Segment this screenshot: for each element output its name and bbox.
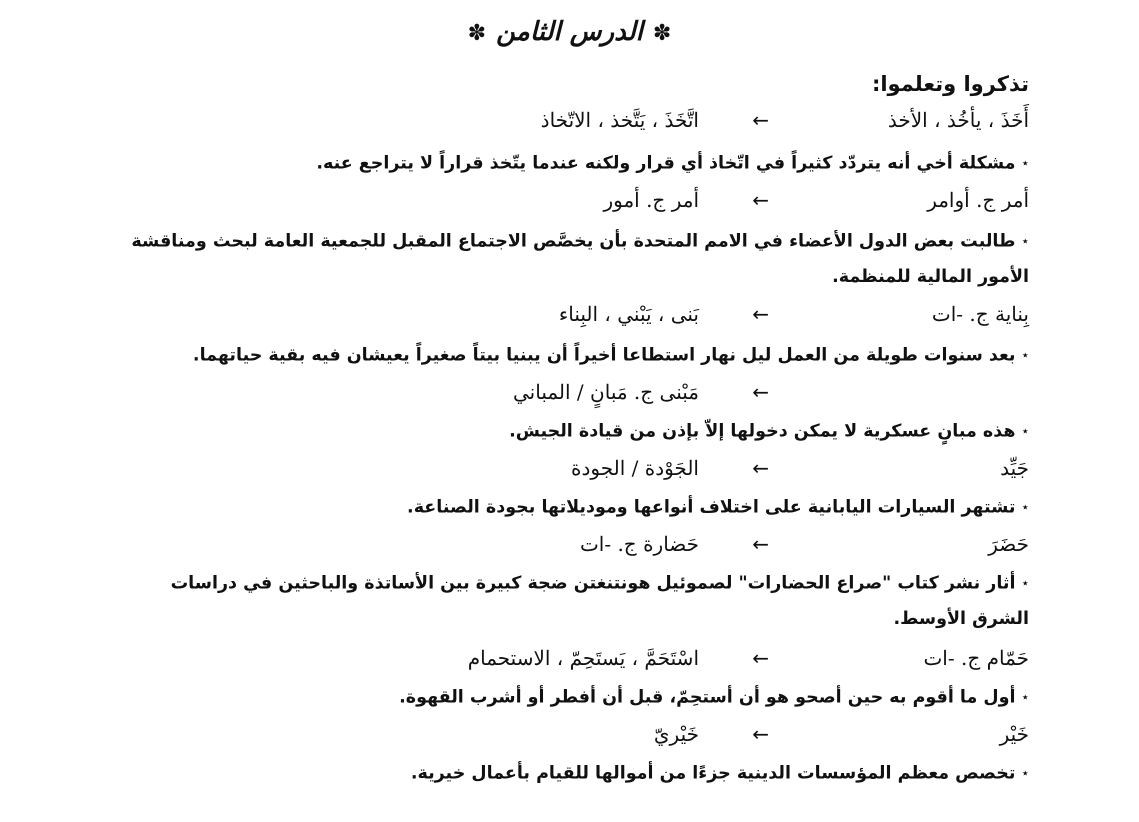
arrow-icon: ← bbox=[752, 722, 769, 746]
example-sentence bbox=[129, 338, 1029, 374]
arrow-icon: ← bbox=[752, 302, 769, 326]
vocab-derived: خَيْريّ bbox=[653, 722, 699, 746]
example-sentence bbox=[129, 490, 1029, 526]
arrow-icon: ← bbox=[752, 456, 769, 480]
star-bullet-icon: ⋆ bbox=[1021, 156, 1029, 170]
example-sentence bbox=[129, 146, 1029, 182]
star-bullet-icon: ⋆ bbox=[1021, 348, 1029, 362]
vocab-root: خَيْر bbox=[999, 722, 1029, 746]
vocab-root: حَضَرَ bbox=[988, 532, 1029, 556]
example-text: بعد سنوات طويلة من العمل ليل نهار استطاعا أخيراً أن يبنيا بيتاً صغيراً يعيشان فيه بقية حياتهما. bbox=[192, 345, 1016, 366]
example-text: طالبت بعض الدول الأعضاء في الامم المتحدة بأن يخصَّص الاجتماع المقبل للجمعية العامة لبحث ومناقشة الأمور المالية للمنظمة. bbox=[131, 231, 1029, 287]
vocab-derived: أمر ج. أمور bbox=[603, 188, 699, 212]
vocab-derived: بَنى ، يَبْني ، البِناء bbox=[558, 302, 699, 326]
ornament-right-icon: ✽ bbox=[652, 21, 672, 46]
example-text: تخصص معظم المؤسسات الدينية جزءًا من أموالها للقيام بأعمال خيرية. bbox=[410, 763, 1016, 784]
vocab-root: حَمّام ج. -ات bbox=[923, 646, 1029, 670]
arrow-icon: ← bbox=[752, 646, 769, 670]
star-bullet-icon: ⋆ bbox=[1021, 690, 1029, 704]
star-bullet-icon: ⋆ bbox=[1021, 766, 1029, 780]
vocab-root: جَيِّد bbox=[1000, 456, 1029, 480]
example-sentence bbox=[129, 566, 1029, 637]
vocab-derived: الجَوْدة / الجودة bbox=[570, 456, 699, 480]
vocab-root: أَخَذَ ، يأخُذ ، الأخذ bbox=[887, 108, 1029, 132]
star-bullet-icon: ⋆ bbox=[1021, 234, 1029, 248]
ornament-left-icon: ✽ bbox=[467, 21, 487, 46]
example-text: هذه مبانٍ عسكرية لا يمكن دخولها إلاّ بإذن من قيادة الجيش. bbox=[509, 421, 1016, 442]
star-bullet-icon: ⋆ bbox=[1021, 576, 1029, 590]
star-bullet-icon: ⋆ bbox=[1021, 500, 1029, 514]
star-bullet-icon: ⋆ bbox=[1021, 424, 1029, 438]
section-heading: تذكروا وتعلموا: bbox=[871, 72, 1029, 96]
vocab-derived: مَبْنى ج. مَبانٍ / المباني bbox=[513, 380, 699, 404]
vocab-root: بِناية ج. -ات bbox=[931, 302, 1029, 326]
example-text: مشكلة أخي أنه يتردّد كثيراً في اتّخاذ أي قرار ولكنه عندما يتّخذ قراراً لا يتراجع عنه. bbox=[316, 153, 1016, 174]
arrow-icon: ← bbox=[752, 380, 769, 404]
vocab-root: أمر ج. أوامر bbox=[927, 188, 1029, 212]
vocab-derived: حَضارة ج. -ات bbox=[579, 532, 699, 556]
example-sentence bbox=[129, 414, 1029, 450]
vocab-derived: اتَّخَذَ ، يَتَّخذ ، الاتّخاذ bbox=[540, 108, 699, 132]
lesson-title: الدرس الثامن bbox=[496, 17, 643, 47]
example-text: تشتهر السيارات اليابانية على اختلاف أنواعها وموديلاتها بجودة الصناعة. bbox=[407, 497, 1016, 518]
arrow-icon: ← bbox=[752, 532, 769, 556]
vocab-derived: اسْتَحَمَّ ، يَستَحِمّ ، الاستحمام bbox=[467, 646, 699, 670]
example-text: أول ما أقوم به حين أصحو هو أن أستحِمّ، قبل أن أفطر أو أشرب القهوة. bbox=[399, 687, 1016, 708]
example-text: أثار نشر كتاب "صراع الحضارات" لصموئيل هونتنغتن ضجة كبيرة بين الأساتذة والباحثين في دراسات الشرق الأوسط. bbox=[170, 573, 1029, 629]
example-sentence bbox=[129, 224, 1029, 295]
example-sentence bbox=[129, 756, 1029, 792]
lesson-title-bar bbox=[0, 10, 1139, 56]
example-sentence bbox=[129, 680, 1029, 716]
arrow-icon: ← bbox=[752, 108, 769, 132]
arrow-icon: ← bbox=[752, 188, 769, 212]
